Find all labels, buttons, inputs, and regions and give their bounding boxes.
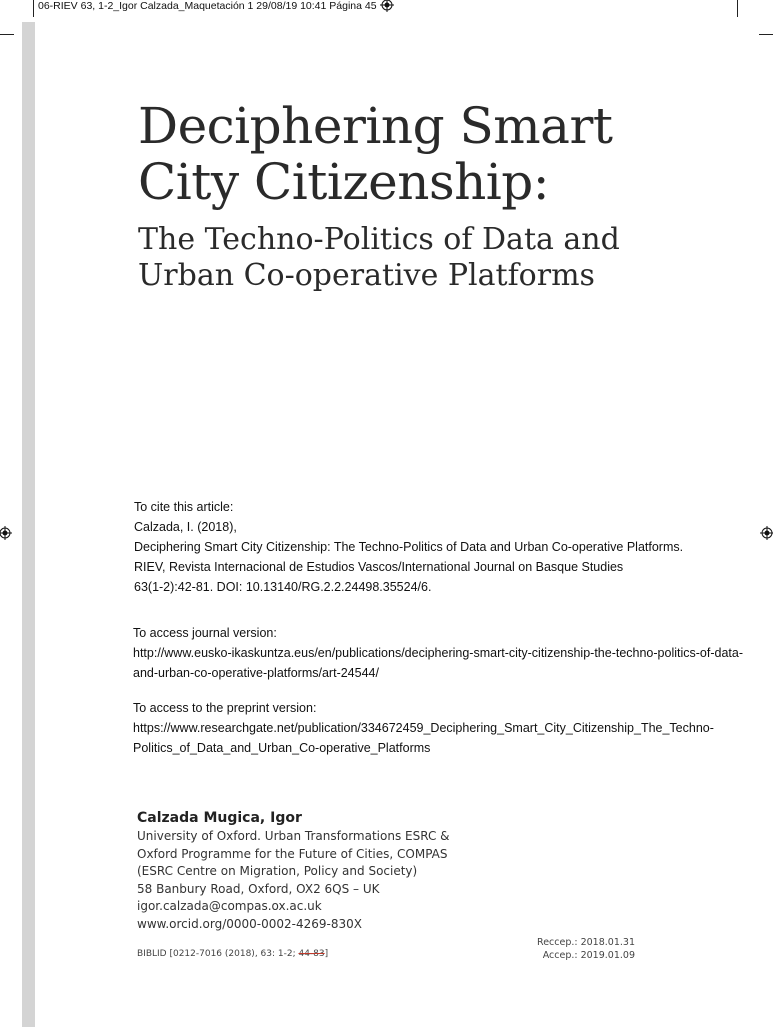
author-address: 58 Banbury Road, Oxford, OX2 6QS – UK bbox=[137, 881, 380, 896]
citation-block bbox=[134, 497, 683, 597]
preprint-access-block bbox=[133, 698, 773, 758]
biblid-reference bbox=[137, 949, 328, 959]
crop-mark-top-right bbox=[737, 0, 738, 17]
print-slug: 06-RIEV 63, 1-2_Igor Calzada_Maquetación 1 29/08/19 10:41 Página 45 bbox=[38, 0, 377, 12]
page-edge-bar bbox=[22, 22, 35, 1027]
received-date: Reccep.: 2018.01.31 bbox=[537, 937, 635, 948]
journal-access-block bbox=[133, 623, 773, 683]
journal-url-line-2[interactable]: and-urban-co-operative-platforms/art-24544/ bbox=[133, 666, 379, 680]
author-orcid[interactable]: www.orcid.org/0000-0002-4269-830X bbox=[137, 916, 362, 931]
citation-line: Calzada, I. (2018), bbox=[134, 520, 237, 534]
author-affiliation-line: (ESRC Centre on Migration, Policy and Society) bbox=[137, 864, 418, 878]
accepted-date: Accep.: 2019.01.09 bbox=[542, 950, 635, 961]
article-subtitle-line-1: The Techno-Politics of Data and bbox=[138, 222, 620, 257]
citation-line: To cite this article: bbox=[134, 500, 234, 514]
preprint-access-label: To access to the preprint version: bbox=[133, 701, 317, 715]
preprint-url-line-1[interactable]: https://www.researchgate.net/publication/334672459_Deciphering_Smart_City_Citizenship_The_Techno- bbox=[133, 721, 714, 735]
registration-mark-top-icon bbox=[380, 0, 394, 12]
journal-access-label: To access journal version: bbox=[133, 626, 277, 640]
journal-url-line-1[interactable]: http://www.eusko-ikaskuntza.eus/en/publications/deciphering-smart-city-citizenship-the-techno-politics-of-data- bbox=[133, 646, 743, 660]
citation-line: RIEV, Revista Internacional de Estudios Vascos/International Journal on Basque Studies bbox=[134, 560, 624, 574]
author-email[interactable]: igor.calzada@compas.ox.ac.uk bbox=[137, 899, 322, 913]
article-subtitle bbox=[138, 222, 738, 294]
crop-mark-top-left bbox=[33, 0, 34, 17]
author-name: Calzada Mugica, Igor bbox=[137, 810, 302, 826]
article-subtitle-line-2: Urban Co-operative Platforms bbox=[138, 258, 595, 293]
author-affiliation-line: Oxford Programme for the Future of Cities, COMPAS bbox=[137, 846, 448, 861]
crop-mark-right-top bbox=[759, 34, 773, 35]
registration-mark-right-icon bbox=[760, 526, 773, 540]
biblid-suffix: ] bbox=[324, 949, 329, 959]
citation-line: Deciphering Smart City Citizenship: The Techno-Politics of Data and Urban Co-operative Platforms. bbox=[134, 540, 684, 554]
author-block bbox=[137, 808, 450, 933]
registration-mark-left-icon bbox=[0, 526, 12, 540]
crop-mark-left-top bbox=[0, 34, 14, 35]
article-title-line-1: Deciphering Smart bbox=[138, 97, 613, 155]
biblid-pages: 44-83 bbox=[298, 949, 325, 959]
biblid-prefix: BIBLID [0212-7016 (2018), 63: 1-2; bbox=[137, 949, 299, 959]
article-title bbox=[138, 98, 738, 210]
author-affiliation-line: University of Oxford. Urban Transformations ESRC & bbox=[137, 829, 450, 843]
submission-dates bbox=[500, 936, 635, 962]
article-title-line-2: City Citizenship: bbox=[138, 153, 550, 211]
citation-line: 63(1-2):42-81. DOI: 10.13140/RG.2.2.24498.35524/6. bbox=[134, 580, 432, 594]
preprint-url-line-2[interactable]: Politics_of_Data_and_Urban_Co-operative_Platforms bbox=[133, 741, 431, 755]
